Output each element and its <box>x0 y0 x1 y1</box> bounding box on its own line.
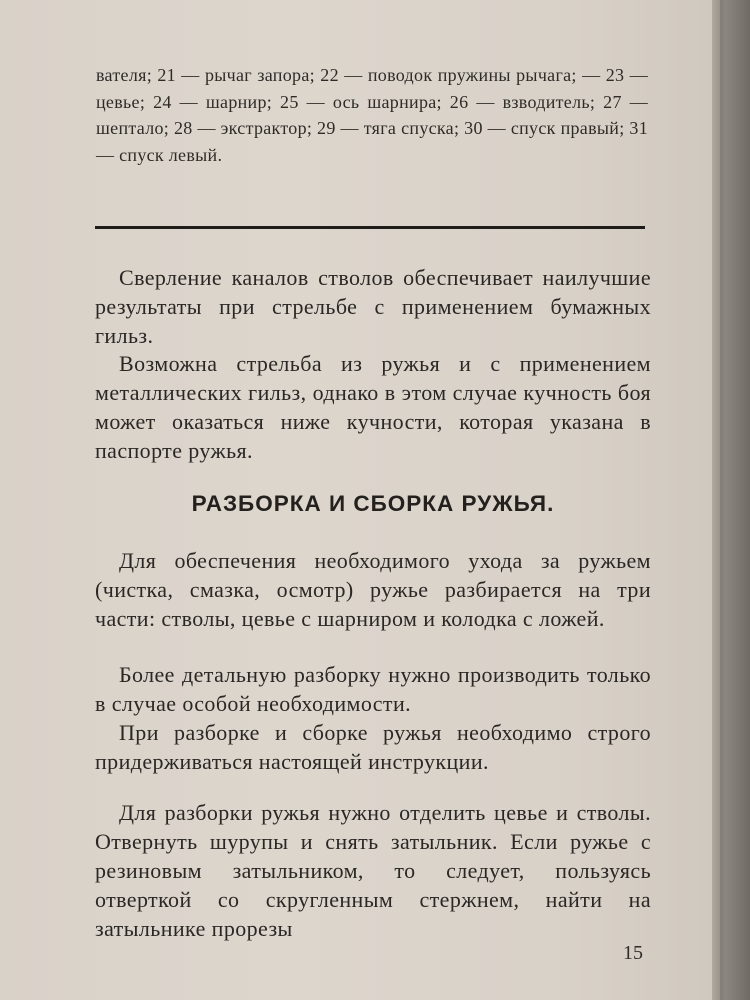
paragraph-text: Для разборки ружья нужно отделить цевье и стволы. Отвернуть шурупы и снять затыльник. Если ружье с резиновым затыльником, то следует, пользуясь отверткой со скругленным стержнем, найти на затыльнике прорезы <box>95 800 651 941</box>
section-divider <box>95 226 645 229</box>
paragraph-text: Возможна стрельба из ружья и с применением металлических гильз, однако в этом случае кучность боя может оказаться ниже кучности, которая указана в паспорте ружья. <box>95 351 651 463</box>
paragraph-text: Более детальную разборку нужно производить только в случае особой необходимости. <box>95 662 651 716</box>
paragraph-text: Сверление каналов стволов обеспечивает наилучшие результаты при стрельбе с применением бумажных гильз. <box>95 265 651 348</box>
paragraph-disassembly-steps <box>95 798 651 943</box>
paragraph-text: Для обеспечения необходимого ухода за ружьем (чистка, смазка, осмотр) ружье разбирается на три части: стволы, цевье с шарниром и колодка с ложей. <box>95 548 651 631</box>
paragraph-drilling <box>95 263 651 350</box>
paragraph-care <box>95 546 651 633</box>
paragraph-metal-cartridges <box>95 349 651 465</box>
page-number: 15 <box>623 942 643 964</box>
paragraph-detailed-disassembly <box>95 660 651 718</box>
parts-legend: вателя; 21 — рычаг запора; 22 — поводок пружины рычага; — 23 — цевье; 24 — шарнир; 25 — ось шарнира; 26 — взводитель; 27 — шептало; 28 — экстрактор; 29 — тяга спуска; 30 — спуск правый; 31 — спуск левый. <box>96 65 648 165</box>
section-heading: РАЗБОРКА И СБОРКА РУЖЬЯ. <box>191 491 555 516</box>
paragraph-text: При разборке и сборке ружья необходимо строго придерживаться настоящей инструкции. <box>95 720 651 774</box>
paragraph-instructions <box>95 718 651 776</box>
page-edge-shadow <box>712 0 750 1000</box>
